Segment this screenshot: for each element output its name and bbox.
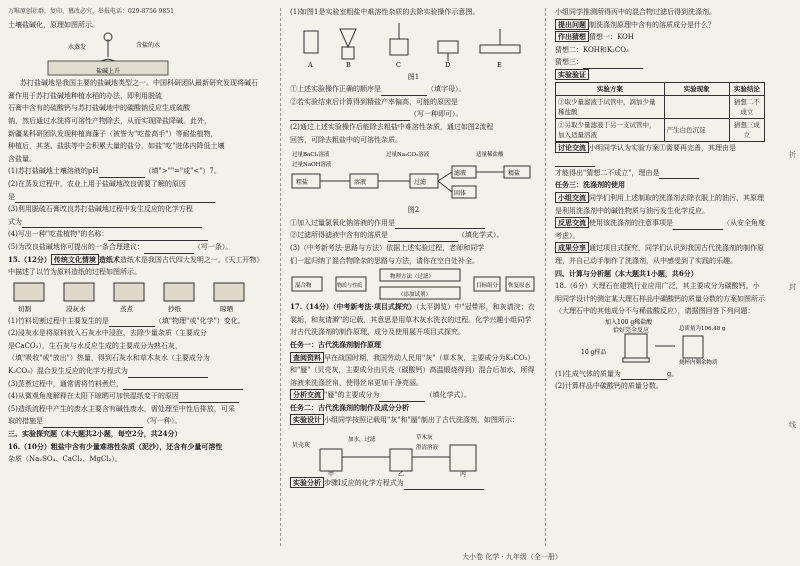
copyright-header: 万唯原创社群，复印、篡改必究，举报电话：029-8756 9851: [8, 8, 174, 15]
context-tag: 传统文化情境: [51, 254, 99, 265]
question-line: （写一种即可）。: [290, 108, 537, 121]
answer-cell[interactable]: [664, 95, 729, 118]
answer-blank[interactable]: [109, 318, 155, 327]
mind-mixture: 混合物: [295, 283, 312, 290]
step-cut: 切割: [18, 304, 31, 313]
column-divider: [545, 8, 546, 546]
verify-head: 实验验证: [555, 69, 765, 82]
section-3-title: 三、实验探究题（本大题共2小题，每空2分，共24分）: [8, 429, 182, 439]
question-line: (2)在蒸发过程中，农业上用于盐碱地改良需要了解的原因: [8, 179, 186, 188]
fig4-complete-label: 恰好完全反应: [613, 326, 650, 334]
experiment-table: [555, 82, 765, 142]
question-line: 是CaCO₃），生石灰与水反应生成的主要成分为熟石灰，: [8, 341, 182, 350]
answer-blank[interactable]: [388, 233, 458, 242]
answer-blank[interactable]: [179, 394, 239, 403]
question-line: (1)苏打盐碱地土壤溶液的pH （填">""="或"<"）7。: [8, 165, 262, 178]
question-line: (3)蒸煮过程中，通常需将竹料煮烂，: [8, 378, 262, 391]
figure-3-procedure: [290, 427, 510, 477]
question-17-head: 17.（14分）（中考新考法·项目式探究）（太平御览）中"冠带形，和灰请浣；衣裳垢，和灰请澣"的记载，其意思是用草木灰水洗衣的过程。化学兴趣小组同学对古代洗涤剂的制作原理、成分及使用展开项目式探究。: [290, 302, 535, 337]
answer-blank[interactable]: [290, 112, 410, 121]
answer-blank[interactable]: [673, 221, 723, 230]
fig4-sample-label: 10 g样品: [581, 348, 607, 356]
fig1-label-c: C: [396, 60, 401, 69]
answer-blank[interactable]: [555, 158, 595, 167]
table-cell: ①取少量滤液于试管中，滴加少量稀盐酸: [556, 95, 665, 118]
fig3-plant-ash: 草木灰: [416, 435, 433, 442]
task-2-title: 任务二：古代洗涤剂的制作及成分分析: [290, 402, 409, 412]
fig2-solution: 溶液: [354, 179, 367, 187]
question-line: 取的措施是 （写一种）。: [8, 415, 262, 428]
column-3: [555, 6, 765, 393]
fig3-shell-ash: 贝壳灰: [292, 442, 311, 450]
salinization-diagram: [8, 31, 208, 77]
fig2-solid: 固体: [454, 190, 467, 198]
figure-1-caption: 图1: [407, 72, 420, 81]
fig3-clear-solution: 澄清溶液: [416, 445, 439, 452]
para-line: 石膏中含有的硫酸钙与苏打盐碱地中的碳酸钠反应生成硫酸: [8, 104, 190, 113]
answer-blank[interactable]: [621, 371, 667, 380]
table-cell: ②另取少量滤液于另一支试管中，加入适量溶液: [556, 118, 665, 141]
question-line: (3)利用脱硫石膏改良苏打盐碱地过程中发生反应的化学方程: [8, 205, 193, 214]
question-line: 是: [8, 191, 262, 204]
fig1-label-b: B: [346, 60, 351, 69]
column-1: [8, 6, 262, 466]
fig2-refined-salt: 精盐: [508, 170, 521, 178]
side-seal-label: 封: [789, 283, 796, 291]
answer-blank[interactable]: [144, 245, 194, 254]
question-line: 作出猜想 猜想一：KOH: [555, 31, 765, 44]
question-line: 式为: [8, 216, 262, 229]
para-line: 含盐量。: [8, 154, 36, 163]
question-line: 猜想三：: [555, 56, 765, 69]
table-header: 实验结论: [729, 82, 764, 95]
mind-physical: 物理方法（过滤）: [390, 274, 435, 281]
figure-2-flowchart: [290, 146, 535, 204]
fig2-crude-salt: 粗盐: [296, 179, 309, 187]
step-scoop: 抄纸: [168, 304, 181, 313]
fig1-label-d: D: [445, 60, 451, 69]
reference-block: 查阅资料 早在战国时期，我国劳动人民用"灰"（草木灰，主要成分为K₂CO₃）和"蜃"（贝壳灰，主要成分由贝壳（碳酸钙）高温煅烧得到）混合后加水，所得溶液来洗涤丝帛，使得丝帛更加干净亮丽。: [290, 352, 535, 387]
figure-1-apparatus: [290, 19, 530, 71]
question-line: ①加入过量氯氧化钠溶液的作用是: [290, 217, 537, 230]
answer-blank[interactable]: [99, 169, 145, 178]
fig1-label-e: E: [497, 60, 502, 69]
mind-chemical: （添加试剂）: [398, 292, 432, 299]
para-line: 苏打盐碱地是我国主要的盐碱地类型之一。中国科研团队最新研究发现将碱石膏作用于苏打盐碱地种植水稻的办法，即利用脱硫: [8, 79, 258, 100]
fig4-total-mass: 总质量为106.48 g: [679, 325, 726, 332]
answer-blank[interactable]: [404, 481, 484, 490]
question-line: 实验分析 步骤Ⅰ反应的化学方程式为: [290, 477, 537, 490]
fig2-reagent: 过量BaCl₂溶液: [292, 152, 330, 159]
para-line: 种植后，其茎、盐肤等中会积累大量的盐分，如盐"吃"进体内降低土壤: [8, 142, 225, 151]
question-line: (4)写出一种"吃盐植物"的名称：: [8, 228, 262, 241]
fig3-bing: 丙: [460, 471, 467, 478]
answer-blank[interactable]: [22, 219, 202, 228]
salty-water-label: 含盐的水: [136, 42, 161, 50]
question-line: 分析交流 "蜃"的主要成分为 （填化学式）。: [290, 389, 537, 402]
fig2-filter: 过滤: [414, 179, 427, 187]
column-divider: [280, 8, 281, 546]
question-line: K₂CO₃）混合发生反应的化学方程式为: [8, 365, 262, 378]
question-line: (1)生成气体的质量为 g。: [555, 368, 765, 381]
task-3-title: 任务三：洗涤剂的使用: [555, 180, 625, 190]
question-line: (2)计算样品中碳酸钙的质量分数。: [555, 382, 663, 391]
answer-blank[interactable]: [583, 60, 643, 69]
mind-restore: 恢复原态: [508, 283, 531, 290]
answer-blank[interactable]: [659, 170, 699, 179]
answer-blank[interactable]: [128, 369, 208, 378]
question-line: （填"吸收"或"放出"）热量，得到石灰水和草木灰水（主要成分为: [8, 354, 210, 363]
answer-blank[interactable]: [123, 381, 243, 390]
fig1-label-a: A: [308, 60, 313, 69]
question-line: 16.（10分）粗盐中含有少量难溶性杂质（泥沙），还含有少量可溶性: [8, 441, 223, 451]
fig4-acid-label: 加入100 g稀盐酸: [605, 318, 653, 326]
fig2-filtrate: 滤液: [454, 170, 467, 178]
answer-blank[interactable]: [381, 87, 427, 96]
fig2-reagent: 过量NaOH溶液: [292, 162, 332, 169]
answer-blank[interactable]: [379, 393, 425, 402]
question-line: ②若实验结束后计算得到精盐产率偏高，可能的原因是: [290, 97, 458, 106]
fig2-reagent: 过量Na₂CO₃溶液: [386, 152, 430, 159]
page-footer: 大小卷 化学 · 九年级（全一册）: [462, 553, 562, 561]
question-18: 18.（6分）大理石在建筑行业应用广泛，其主要成分为碳酸钙。小明同学设计的测定某大理石样品中碳酸钙的质量分数的方案如图所示（大理石中的其他成分不与稀盐酸反应），请据图回答下列问题：: [555, 282, 765, 316]
answer-blank[interactable]: [15, 194, 215, 203]
question-line: 才能得出"猜想二不成立"，理由是: [555, 167, 765, 180]
question-line: 回答，可除去粗盐中的可溶性杂质。: [290, 135, 402, 144]
fig3-add-water: 加水，过滤: [348, 437, 376, 444]
question-line: ①上述实验操作正确的顺序是 （填字母）。: [290, 83, 537, 96]
step-dry: 晾晒: [220, 304, 233, 313]
knowledge-block: 小组交流 同学们利用上述制取的洗涤剂去除衣服上的油污，其原理是利用洗涤剂中的碱性物质与油污发生化学反应。: [555, 192, 764, 215]
question-line: (5)造纸流程中产生的废水主要含有碱性废水，需处理至中性后排放，可采: [8, 404, 235, 413]
question-line: (3)（中考新考法·思路与方法）依据上述实验过程，老师和同学: [290, 243, 485, 252]
experiment-design: 实验设计 小组同学按照记载用"灰"和"蜃"制出了古代洗涤剂，如图所示：: [290, 414, 537, 427]
question-line: 杂质（Na₂SO₄、CaCl₂、MgCl₂）。: [8, 455, 122, 464]
question-line: 反思交流 使用该洗涤剂的注意事项是 （从安全角度考虑）。: [555, 218, 765, 240]
mind-map: [290, 267, 535, 301]
para-line: 新疆某科研团队发现种植海蓬子（被誉为"吃盐高手"）等耐盐植物，: [8, 129, 218, 138]
table-cell: 产生白色沉淀: [664, 118, 729, 141]
question-line: 提出问题 制洗涤剂原理中含有的溶质成分是什么？: [555, 19, 765, 32]
para-line: 钠，然后通过水洗将可溶性产物除去，从而实现降盐降碱。此外，: [8, 116, 211, 125]
table-cell: 猜想二不成立: [729, 95, 764, 118]
answer-blank[interactable]: [108, 232, 208, 241]
achievement-block: 成果分享 通过项目式探究，同学们认识到我国古代洗涤剂的制作原理，并自己动手制作了洗涤剂，从中感受到了实践的乐趣。: [555, 243, 764, 265]
table-header: 实验现象: [664, 82, 729, 95]
mind-target: 目标组分: [476, 283, 499, 290]
question-line: (1)竹料切割过程中主要发生的是 （填"物理"或"化学"）变化。: [8, 315, 262, 328]
step-soak: 浸灰水: [66, 304, 86, 313]
section-4-title: 四、计算与分析题（本大题共1小题，共6分）: [555, 268, 698, 278]
salt-rise-label: 盐碱上升: [96, 68, 121, 76]
fig3-yi: 乙: [398, 471, 405, 478]
figure-4-reaction: [555, 318, 755, 368]
table-cell: 猜想三成立: [729, 118, 764, 141]
question-line: 们一起归纳了混合物除杂的思路与方法，请你在空白处补全。: [290, 256, 479, 265]
table-row: [556, 95, 765, 118]
table-row: [556, 118, 765, 141]
side-fold-label: 折: [789, 151, 796, 159]
question-line: 讨论交流 小明同学认为实验方案①需要再完善，其理由是: [555, 142, 765, 167]
question-line: ②过滤所得滤液中含有的溶质是 （填化学式）。: [290, 229, 537, 242]
question-line: (4)从微观角度解释在太阳下晾晒可加快湿纸变干的原因: [8, 390, 262, 403]
text-line: 土壤盐碱化，原理如图所示。: [8, 20, 99, 29]
evap-label: 水蒸发: [68, 44, 87, 52]
question-line: (5)为改良盐碱地你可提出的一条合理建议： （写一条）。: [8, 241, 262, 254]
question-line: (1)如图1是实验室粗盐中难溶性杂质的去除实验操作示意图。: [290, 8, 480, 16]
guess-2: 猜想二：KOH和K₂CO₃: [555, 45, 629, 54]
side-line-label: 线: [789, 421, 796, 429]
answer-blank[interactable]: [43, 419, 143, 428]
fig3-jia: 甲: [328, 471, 335, 478]
mind-property: 物质与性质: [337, 283, 363, 290]
fig4-mass-label: 烧杯内剩余物质: [679, 359, 718, 366]
fig2-reagent: 适量稀盐酸: [476, 152, 504, 159]
answer-blank[interactable]: [395, 220, 485, 229]
column-2: [290, 6, 537, 490]
table-header: 实验方案: [556, 82, 665, 95]
text-line: 小组同学推测所得丙中的混合物过滤后得到洗涤剂。: [555, 8, 716, 16]
papermaking-steps-figure: [8, 279, 258, 315]
question-line: (2)浸灰水是将原料放入石灰水中浸泡，去除少量杂质（主要成分: [8, 329, 207, 338]
task-1-title: 任务一：古代洗涤剂制作原理: [290, 339, 381, 349]
question-line: (2)通过上述实验操作后能除去粗盐中难溶性杂质，通过如图2流程: [290, 122, 494, 131]
figure-2-caption: 图2: [407, 206, 420, 215]
step-steam: 蒸煮: [120, 304, 133, 313]
question-15-head: 15.（12分） 传统文化情境 造纸术造纸术是我国古代四大发明之一。《天工开物》中描述了以竹为原料造纸的过程如图所示。: [8, 254, 260, 277]
